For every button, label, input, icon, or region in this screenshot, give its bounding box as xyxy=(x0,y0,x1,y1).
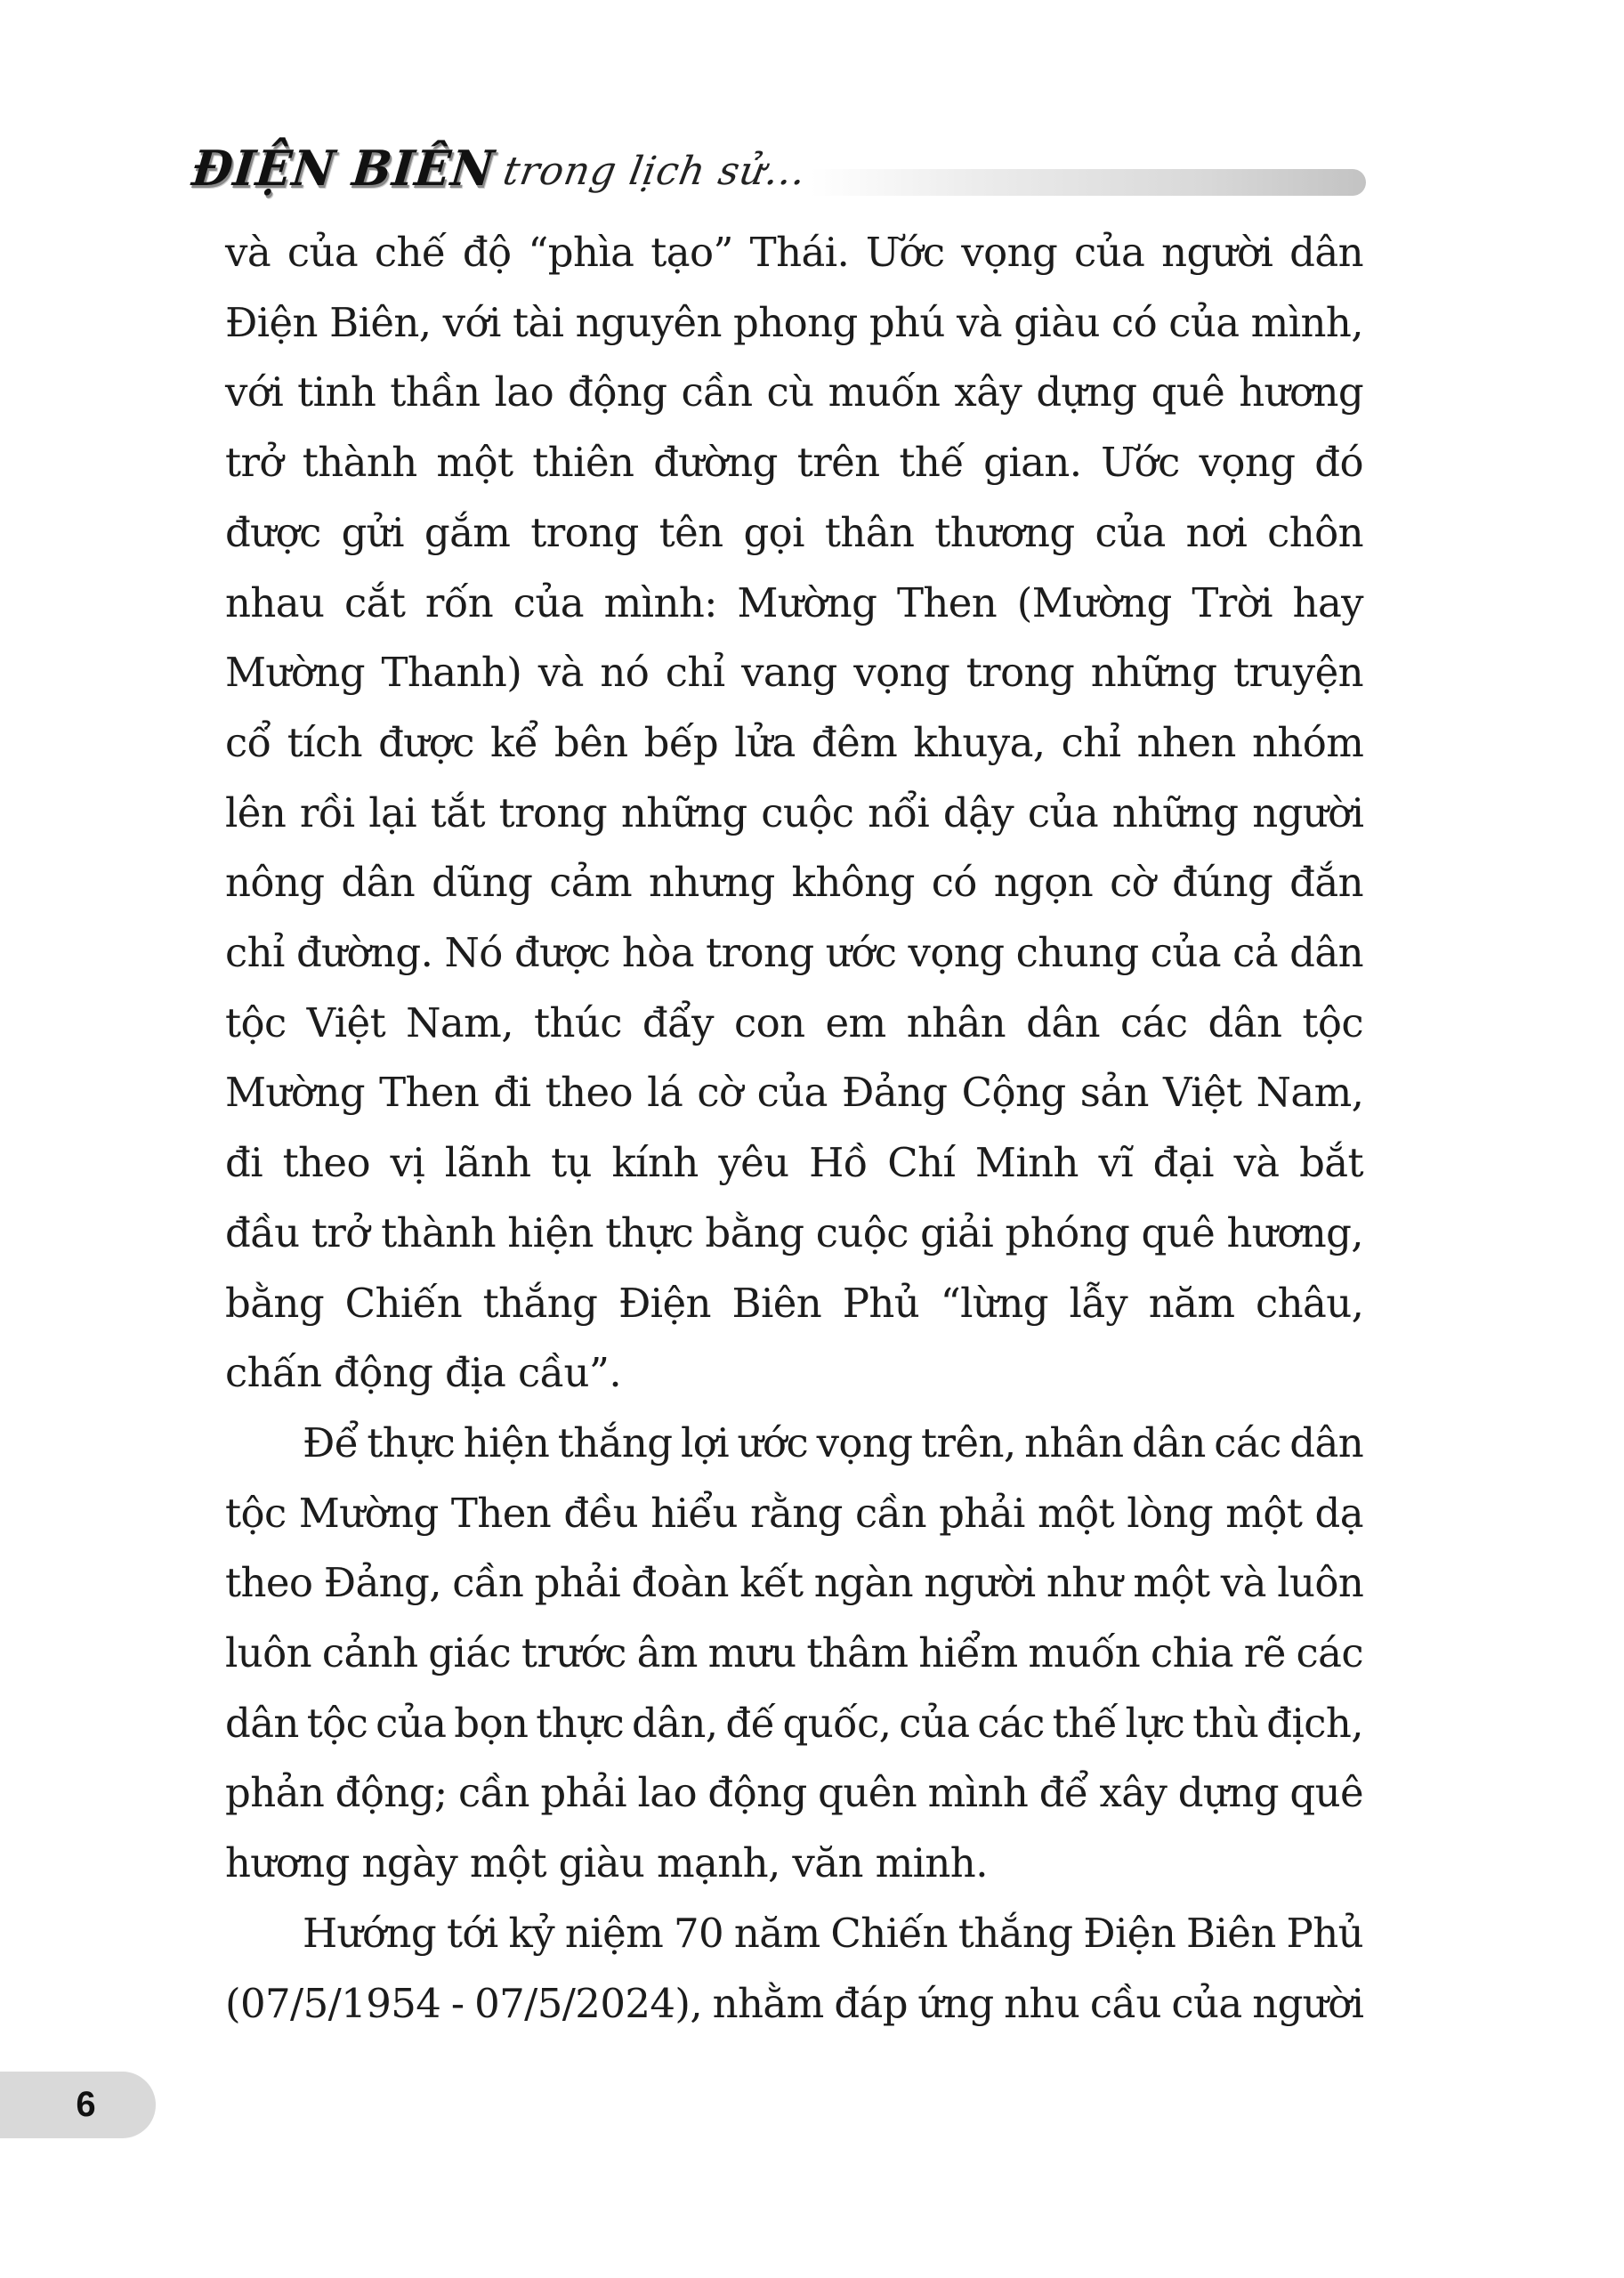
text-line: Mường Thanh) và nó chỉ vang vọng trong những truyện xyxy=(225,649,1363,697)
text-line: (07/5/1954 - 07/5/2024), nhằm đáp ứng nhu cầu của người xyxy=(225,1979,1364,2027)
book-title: ĐIỆN BIÊN xyxy=(189,140,497,198)
text-line: bằng Chiến thắng Điện Biên Phủ “lừng lẫy năm châu, xyxy=(225,1279,1364,1327)
text-line: dân tộc của bọn thực dân, đế quốc, của các thế lực thù địch, xyxy=(225,1699,1363,1747)
text-line: nông dân dũng cảm nhưng không có ngọn cờ đúng đắn xyxy=(225,859,1363,907)
text-line: đi theo vị lãnh tụ kính yêu Hồ Chí Minh vĩ đại và bắt xyxy=(225,1139,1363,1187)
text-line: phản động; cần phải lao động quên mình để xây dựng quê xyxy=(225,1769,1363,1817)
text-line: tộc Mường Then đều hiểu rằng cần phải một lòng một dạ xyxy=(225,1489,1363,1537)
text-line: tộc Việt Nam, thúc đẩy con em nhân dân các dân tộc xyxy=(225,998,1363,1046)
text-line: trở thành một thiên đường trên thế gian. Ước vọng đó xyxy=(225,439,1363,487)
text-line: lên rồi lại tắt trong những cuộc nổi dậy của những người xyxy=(225,788,1364,836)
text-line: và của chế độ “phìa tạo” Thái. Ước vọng của người dân xyxy=(225,229,1363,276)
text-line: hương ngày một giàu mạnh, văn minh. xyxy=(225,1839,988,1887)
text-line: Hướng tới kỷ niệm 70 năm Chiến thắng Điện Biên Phủ xyxy=(303,1909,1363,1957)
text-line: luôn cảnh giác trước âm mưu thâm hiểm muốn chia rẽ các xyxy=(225,1629,1363,1677)
text-line: Mường Then đi theo lá cờ của Đảng Cộng sản Việt Nam, xyxy=(225,1069,1364,1117)
text-line: cổ tích được kể bên bếp lửa đêm khuya, chỉ nhen nhóm xyxy=(225,718,1364,766)
book-subtitle: trong lịch sử... xyxy=(499,149,811,194)
body-text xyxy=(225,218,1363,2039)
page-number-tab xyxy=(0,2072,156,2138)
text-line: theo Đảng, cần phải đoàn kết ngàn người như một và luôn xyxy=(225,1559,1364,1607)
text-line: Để thực hiện thắng lợi ước vọng trên, nhân dân các dân xyxy=(303,1418,1364,1466)
text-line: Điện Biên, với tài nguyên phong phú và giàu có của mình, xyxy=(225,298,1363,346)
text-line: nhau cắt rốn của mình: Mường Then (Mường Trời hay xyxy=(225,578,1363,626)
text-line: được gửi gắm trong tên gọi thân thương của nơi chôn xyxy=(225,508,1364,556)
text-line: chấn động địa cầu”. xyxy=(225,1349,622,1397)
header-gradient-rule xyxy=(811,169,1366,196)
page-number: 6 xyxy=(76,2085,96,2124)
text-line: chỉ đường. Nó được hòa trong ước vọng chung của cả dân xyxy=(225,929,1363,977)
text-line: với tinh thần lao động cần cù muốn xây dựng quê hương xyxy=(225,368,1364,416)
text-line: đầu trở thành hiện thực bằng cuộc giải phóng quê hương, xyxy=(225,1208,1363,1256)
running-header xyxy=(189,133,1376,231)
